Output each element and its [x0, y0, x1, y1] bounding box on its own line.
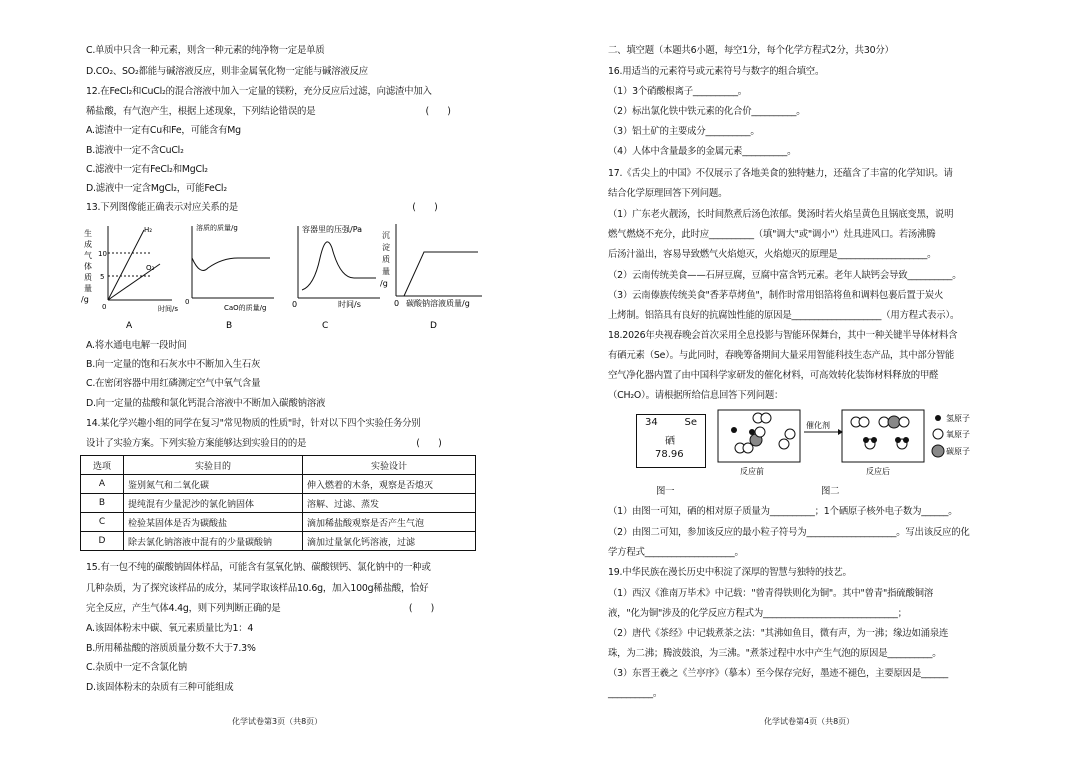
- graph-c-xlabel: 时间/s: [338, 300, 361, 309]
- q19-item2-line2: 珠，为二沸；腾波鼓浪，为三沸。"煮茶过程中水中产生气泡的原因是__________。: [608, 648, 942, 659]
- graph-d: [378, 218, 490, 333]
- table-cell: 滴加过量氯化钙溶液，过滤: [303, 532, 476, 551]
- q15-stem-line2: 几种杂质，为了探究该样品的成分，某同学取该样品10.6g，加入100g稀盐酸，恰好: [86, 583, 429, 594]
- q12-option-c: C.滤液中一定有FeCl₂和MgCl₂: [86, 164, 208, 175]
- reaction-diagram: [710, 404, 980, 480]
- graph-a-tick-10: 10: [98, 250, 107, 258]
- table-row: [81, 494, 476, 513]
- table-cell: 除去氯化钠溶液中混有的少量碳酸钠: [124, 532, 303, 551]
- q12-option-d: D.滤液中一定含MgCl₂，可能FeCl₂: [86, 183, 227, 194]
- graph-a-tick-5: 5: [100, 273, 105, 281]
- q11-option-c: C.单质中只含一种元素，则含一种元素的纯净物一定是单质: [86, 45, 325, 56]
- section-two-title: 二、填空题（本题共6小题，每空1分，每个化学方程式2分，共30分）: [608, 45, 894, 56]
- q18-stem-line1: 18.2026年央视春晚会首次采用全息投影与智能环保舞台，其中一种关键半导体材料含: [608, 330, 958, 341]
- graph-b: [182, 218, 282, 333]
- graph-d-ylabel-char: 沉: [382, 231, 390, 240]
- q17-item3-line1: （3）云南傣族传统美食"香茅草烤鱼"，制作时常用铝箔将鱼和调料包裹后置于炭火: [608, 290, 944, 301]
- page-footer-right: 化学试卷第4页（共8页）: [764, 717, 855, 726]
- q11-option-d: D.CO₂、SO₂都能与碱溶液反应，则非金属氧化物一定能与碱溶液反应: [86, 66, 368, 77]
- graph-d-ylabel-char: 淀: [382, 243, 390, 252]
- graph-a-ylabel-char: /g: [81, 295, 89, 304]
- q17-item3-line2: 上烤制。铝箔具有良好的抗腐蚀性能的原因是____________________（用方程式表示）。: [608, 310, 960, 321]
- table-cell: A: [81, 475, 124, 494]
- q15-option-c: C.杂质中一定不含氯化钠: [86, 662, 187, 673]
- q18-stem-line4: （CH₂O）。请根据所给信息回答下列问题：: [608, 390, 784, 401]
- graph-a-h2-line: [108, 230, 144, 300]
- q16-stem: 16.用适当的元素符号或元素符号与数字的组合填空。: [608, 66, 825, 77]
- table-row: [81, 513, 476, 532]
- table-cell: 滴加稀盐酸观察是否产生气泡: [303, 513, 476, 532]
- after-reaction-label: 反应后: [866, 467, 890, 476]
- graph-b-curve: [192, 258, 270, 270]
- graph-d-ylabel-char: /g: [380, 279, 388, 288]
- q16-item-4: （4）人体中含量最多的金属元素__________。: [608, 146, 797, 157]
- catalyst-label: 催化剂: [806, 421, 830, 430]
- graph-a-ylabel-char: 量: [84, 284, 92, 293]
- q19-item3-line2: __________。: [608, 688, 663, 699]
- element-symbol: Se: [684, 417, 697, 428]
- q17-item1-line3: 后汤汁溢出，容易导致燃气火焰熄灭，火焰熄灭的原理是____________________。: [608, 249, 937, 260]
- q15-option-b: B.所用稀盐酸的溶质质量分数不大于7.3%: [86, 643, 256, 654]
- q12-stem-line2: 稀盐酸，有气泡产生，根据上述现象，下列结论错误的是 ( ): [86, 106, 451, 117]
- q15-stem-line3: 完全反应，产生气体4.4g，则下列判断正确的是 ( ): [86, 603, 435, 614]
- element-atomic-number: 34: [645, 417, 658, 428]
- q19-item3-line1: （3）东晋王羲之《兰亭序》（摹本）至今保存完好，墨迹不褪色，主要原因是______: [608, 668, 948, 679]
- graph-a-ylabel-char: 生: [84, 229, 92, 238]
- q12-option-a: A.滤渣中一定有Cu和Fe，可能含有Mg: [86, 125, 241, 136]
- selenium-element-tile: [636, 414, 706, 468]
- q12-stem-line1: 12.在FeCl₂和CuCl₂的混合溶液中加入一定量的镁粉，充分反应后过滤，向滤渣中加入: [86, 86, 432, 97]
- graph-d-curve: [404, 252, 478, 296]
- q16-item-1: （1）3个硝酸根离子__________。: [608, 86, 747, 97]
- q16-item-3: （3）铝土矿的主要成分__________。: [608, 126, 760, 137]
- graph-a-o2-label: O₂: [146, 264, 155, 272]
- q14-stem-line1: 14.某化学兴趣小组的同学在复习"常见物质的性质"时，针对以下四个实验任务分别: [86, 418, 421, 429]
- q17-item1-line2: 燃气燃烧不充分，此时应__________（填"调大"或"调小"）灶具进风口。若汤沸腾: [608, 229, 936, 240]
- graph-b-origin: 0: [185, 298, 190, 306]
- table-cell: B: [81, 494, 124, 513]
- table-cell: 检验某固体是否为碳酸盐: [124, 513, 303, 532]
- graph-a-ylabel-char: 体: [84, 262, 92, 271]
- legend-oxygen: 氧原子: [946, 430, 970, 439]
- table-cell: 溶解、过滤、蒸发: [303, 494, 476, 513]
- graph-c-letter: C: [322, 321, 329, 331]
- table-cell: C: [81, 513, 124, 532]
- legend-carbon: 碳原子: [946, 447, 970, 456]
- q18-item-2-line2: 学方程式____________________。: [608, 547, 744, 558]
- figure-1-caption: 图一: [656, 486, 675, 497]
- graph-b-letter: B: [226, 321, 233, 331]
- q17-stem-line2: 结合化学原理回答下列问题。: [608, 188, 728, 199]
- q19-item1-line1: （1）西汉《淮南万毕术》中记载："曾青得铁则化为铜"。其中"曾青"指硫酸铜溶: [608, 588, 933, 599]
- graph-a-ylabel-char: 气: [84, 251, 92, 260]
- q18-item-1: （1）由图一可知，硒的相对原子质量为__________；1个硒原子核外电子数为______。: [608, 506, 958, 517]
- graph-c-origin: 0: [292, 300, 298, 309]
- graph-a-ylabel-char: 成: [84, 240, 92, 249]
- q12-option-b: B.滤液中一定不含CuCl₂: [86, 145, 184, 156]
- element-mass: 78.96: [655, 449, 684, 460]
- q17-stem-line1: 17.《舌尖上的中国》不仅展示了各地美食的独特魅力，还蕴含了丰富的化学知识。请: [608, 168, 953, 179]
- table-header: 实验设计: [303, 456, 476, 475]
- graph-b-xlabel: CaO的质量/g: [224, 304, 267, 312]
- graph-c-ylabel: 容器里的压强/Pa: [302, 225, 363, 234]
- graph-c-curve: [302, 242, 376, 290]
- q15-option-a: A.该固体粉末中碳、氧元素质量比为1：4: [86, 623, 254, 634]
- graph-a-h2-label: H₂: [144, 226, 153, 234]
- graph-a-letter: A: [126, 321, 133, 331]
- experiment-table: [80, 455, 476, 551]
- table-cell: 伸入燃着的木条，观察是否熄灭: [303, 475, 476, 494]
- table-row: [81, 532, 476, 551]
- q18-item-2-line1: （2）由图二可知，参加该反应的最小粒子符号为____________________。写出该反应的化: [608, 527, 970, 538]
- figure-2-caption: 图二: [821, 486, 840, 497]
- graph-b-ylabel: 溶质的质量/g: [196, 224, 238, 232]
- oxygen-legend-icon: [933, 429, 943, 439]
- q19-stem: 19.中华民族在漫长历史中积淀了深厚的智慧与独特的技艺。: [608, 567, 852, 578]
- q17-item1-line1: （1）广东老火靓汤，长时间熬煮后汤色浓郁。煲汤时若火焰呈黄色且锅底变黑，说明: [608, 209, 954, 220]
- graph-d-ylabel-char: 质: [382, 255, 390, 264]
- table-header-row: [81, 456, 476, 475]
- q13-stem: 13.下列图像能正确表示对应关系的是 ( ): [86, 202, 438, 213]
- graph-a-xlabel: 时间/s: [158, 305, 179, 313]
- q15-option-d: D.该固体粉末的杂质有三种可能组成: [86, 682, 234, 693]
- before-reaction-label: 反应前: [740, 467, 764, 476]
- page-footer-left: 化学试卷第3页（共8页）: [232, 717, 323, 726]
- graph-d-ylabel-char: 量: [382, 267, 390, 276]
- graph-d-letter: D: [430, 321, 437, 331]
- element-name: 硒: [665, 436, 675, 447]
- table-cell: 提纯混有少量泥沙的氯化钠固体: [124, 494, 303, 513]
- q13-option-a: A.将水通电电解一段时间: [86, 340, 187, 351]
- q13-option-d: D.向一定量的盐酸和氯化钙混合溶液中不断加入碳酸钠溶液: [86, 398, 326, 409]
- q13-option-c: C.在密闭容器中用红磷测定空气中氧气含量: [86, 378, 261, 389]
- q19-item2-line1: （2）唐代《茶经》中记载煮茶之法："其沸如鱼目，微有声，为一沸；缘边如涌泉连: [608, 628, 949, 639]
- table-cell: 鉴别氮气和二氧化碳: [124, 475, 303, 494]
- q18-stem-line2: 有硒元素（Se）。与此同时，春晚筹备期间大量采用智能科技生态产品，其中部分智能: [608, 350, 955, 361]
- table-row: [81, 475, 476, 494]
- graph-a-origin: 0: [102, 303, 107, 311]
- q19-item1-line2: 液，"化为铜"涉及的化学反应方程式为______________________________；: [608, 608, 907, 619]
- q14-stem-line2: 设计了实验方案。下列实验方案能够达到实验目的的是 ( ): [86, 438, 442, 449]
- graph-d-xlabel: 碳酸钠溶液质量/g: [406, 299, 470, 308]
- carbon-legend-icon: [932, 445, 944, 457]
- graph-a: [80, 218, 180, 333]
- table-cell: D: [81, 532, 124, 551]
- graph-d-origin: 0: [394, 299, 400, 308]
- legend-hydrogen: 氢原子: [946, 414, 970, 423]
- table-header: 实验目的: [124, 456, 303, 475]
- q16-item-2: （2）标出氯化铁中铁元素的化合价__________。: [608, 106, 806, 117]
- graph-c: [288, 218, 388, 333]
- q18-stem-line3: 空气净化器内置了由中国科学家研发的催化材料，可高效转化装饰材料释放的甲醛: [608, 370, 939, 381]
- graph-a-ylabel: [81, 228, 92, 304]
- q15-stem-line1: 15.有一包不纯的碳酸钠固体样品，可能含有氢氧化钠、碳酸钡钙、氯化钠中的一种或: [86, 562, 431, 573]
- graph-a-ylabel-char: 质: [84, 273, 92, 282]
- q17-item2: （2）云南传统美食——石屏豆腐，豆腐中富含钙元素。老年人缺钙会导致__________。: [608, 270, 962, 281]
- q13-option-b: B.向一定量的饱和石灰水中不断加入生石灰: [86, 359, 261, 370]
- table-header: 选项: [81, 456, 124, 475]
- hydrogen-legend-icon: [935, 415, 941, 421]
